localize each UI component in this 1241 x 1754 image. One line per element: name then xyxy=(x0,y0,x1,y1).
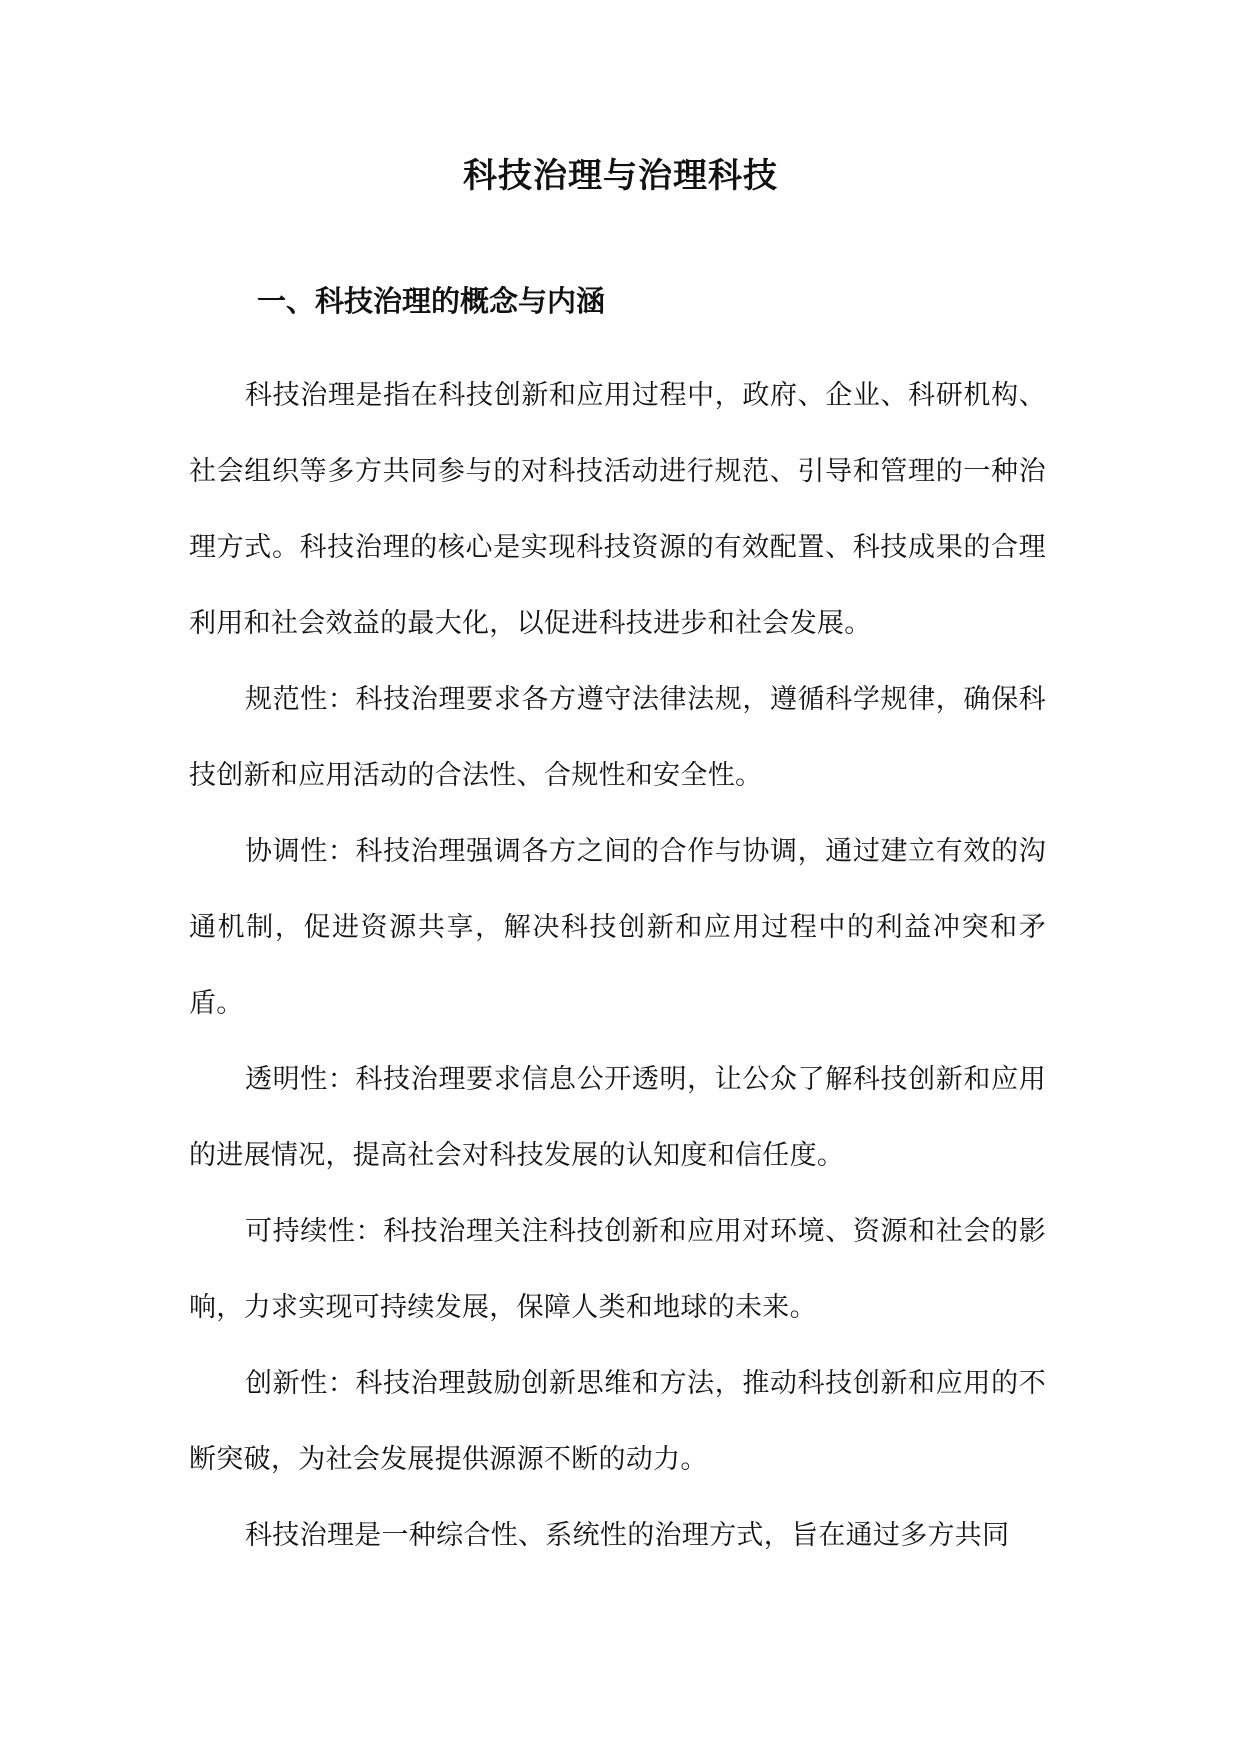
document-title: 科技治理与治理科技 xyxy=(463,156,778,196)
paragraph-sustainability: 可持续性：科技治理关注科技创新和应用对环境、资源和社会的影响，力求实现可持续发展，保障人类和地球的未来。 xyxy=(189,1216,1046,1323)
paragraph-innovation: 创新性：科技治理鼓励创新思维和方法，推动科技创新和应用的不断突破，为社会发展提供源源不断的动力。 xyxy=(189,1368,1046,1475)
section-heading: 一、科技治理的概念与内涵 xyxy=(257,284,606,318)
paragraph-coordination: 协调性：科技治理强调各方之间的合作与协调，通过建立有效的沟通机制，促进资源共享，解决科技创新和应用过程中的利益冲突和矛盾。 xyxy=(189,836,1046,1019)
paragraph-summary: 科技治理是一种综合性、系统性的治理方式，旨在通过多方共同 xyxy=(245,1520,1010,1551)
paragraph-transparency: 透明性：科技治理要求信息公开透明，让公众了解科技创新和应用的进展情况，提高社会对科技发展的认知度和信任度。 xyxy=(189,1064,1046,1171)
paragraph-definition: 科技治理是指在科技创新和应用过程中，政府、企业、科研机构、社会组织等多方共同参与的对科技活动进行规范、引导和管理的一种治理方式。科技治理的核心是实现科技资源的有效配置、科技成果的合理利用和社会效益的最大化，以促进科技进步和社会发展。 xyxy=(189,380,1046,639)
body-text xyxy=(189,358,1046,1574)
paragraph-normativity: 规范性：科技治理要求各方遵守法律法规，遵循科学规律，确保科技创新和应用活动的合法性、合规性和安全性。 xyxy=(189,684,1046,791)
